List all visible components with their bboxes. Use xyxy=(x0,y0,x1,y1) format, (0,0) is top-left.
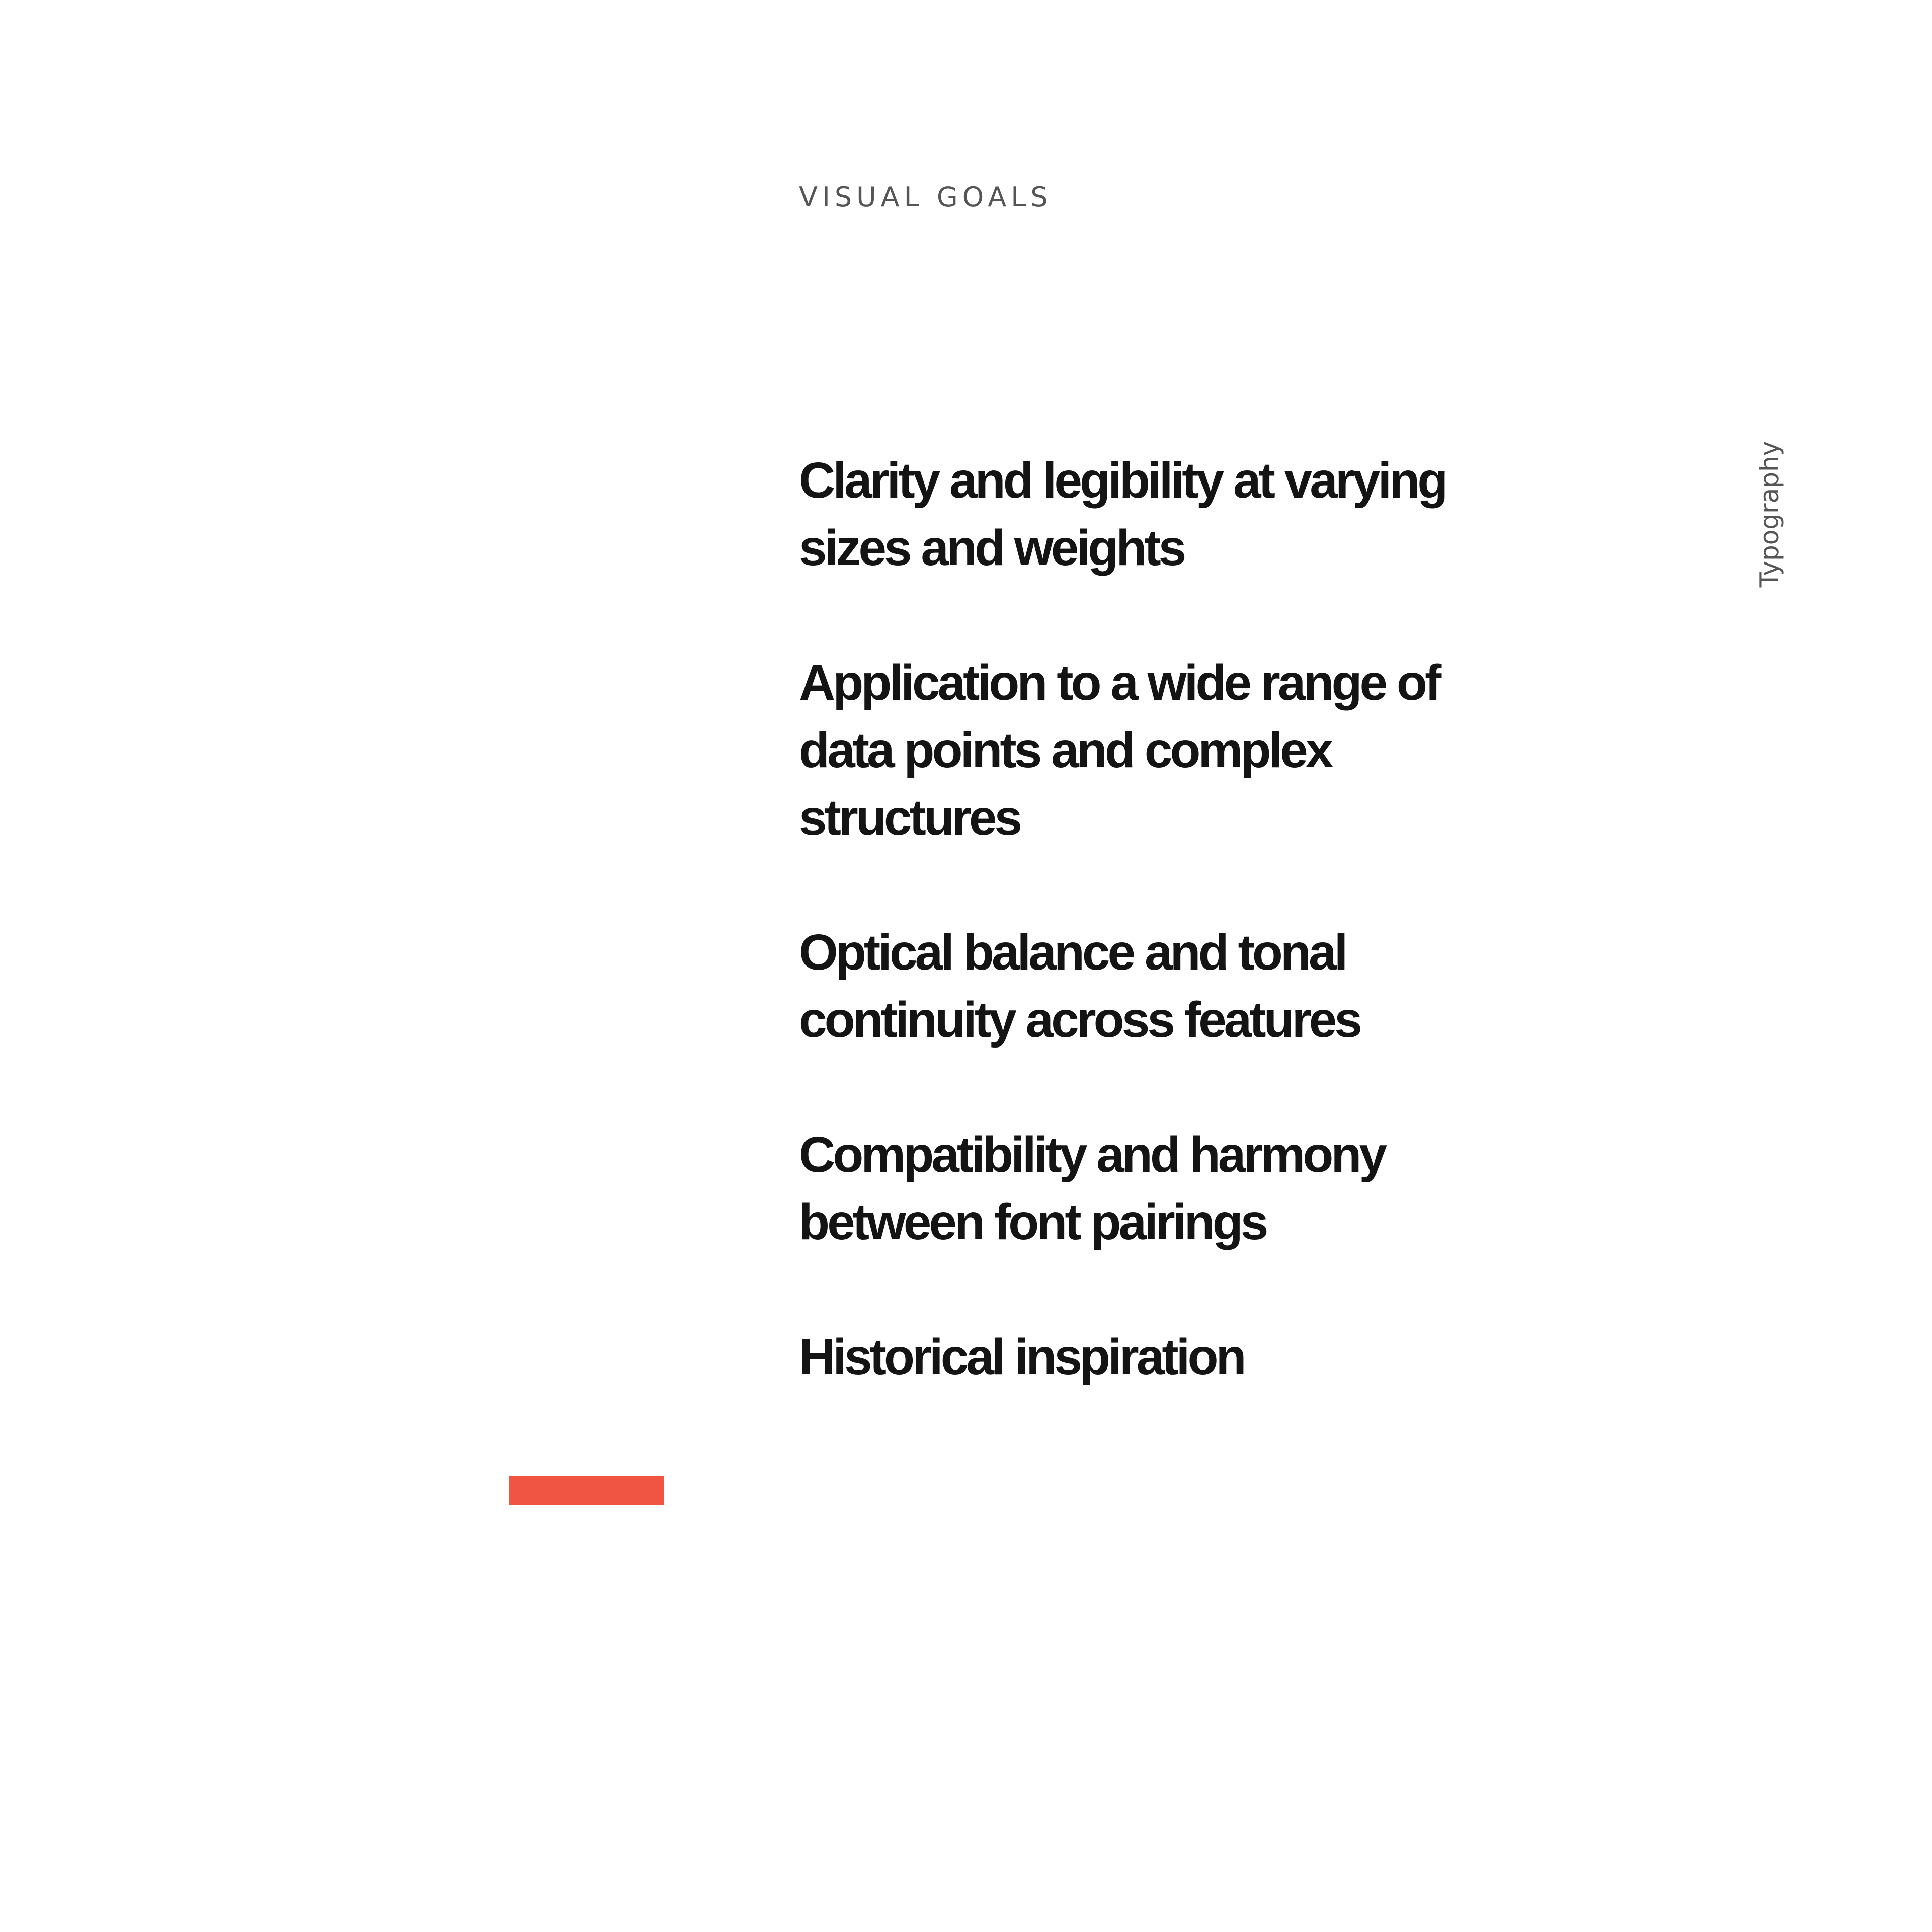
goal-item: Application to a wide range of data points and complex structures xyxy=(799,655,1439,846)
goal-item: Clarity and legibility at varying sizes and weights xyxy=(799,452,1446,576)
section-eyebrow: VISUAL GOALS xyxy=(799,181,1053,213)
goal-item: Optical balance and tonal continuity across features xyxy=(799,924,1360,1048)
goals-list xyxy=(799,447,1523,1458)
goal-item: Historical inspiration xyxy=(799,1329,1244,1385)
goal-item: Compatibility and harmony between font pairings xyxy=(799,1126,1385,1250)
accent-bar xyxy=(509,1476,664,1505)
side-section-label: Typography xyxy=(1755,441,1784,588)
